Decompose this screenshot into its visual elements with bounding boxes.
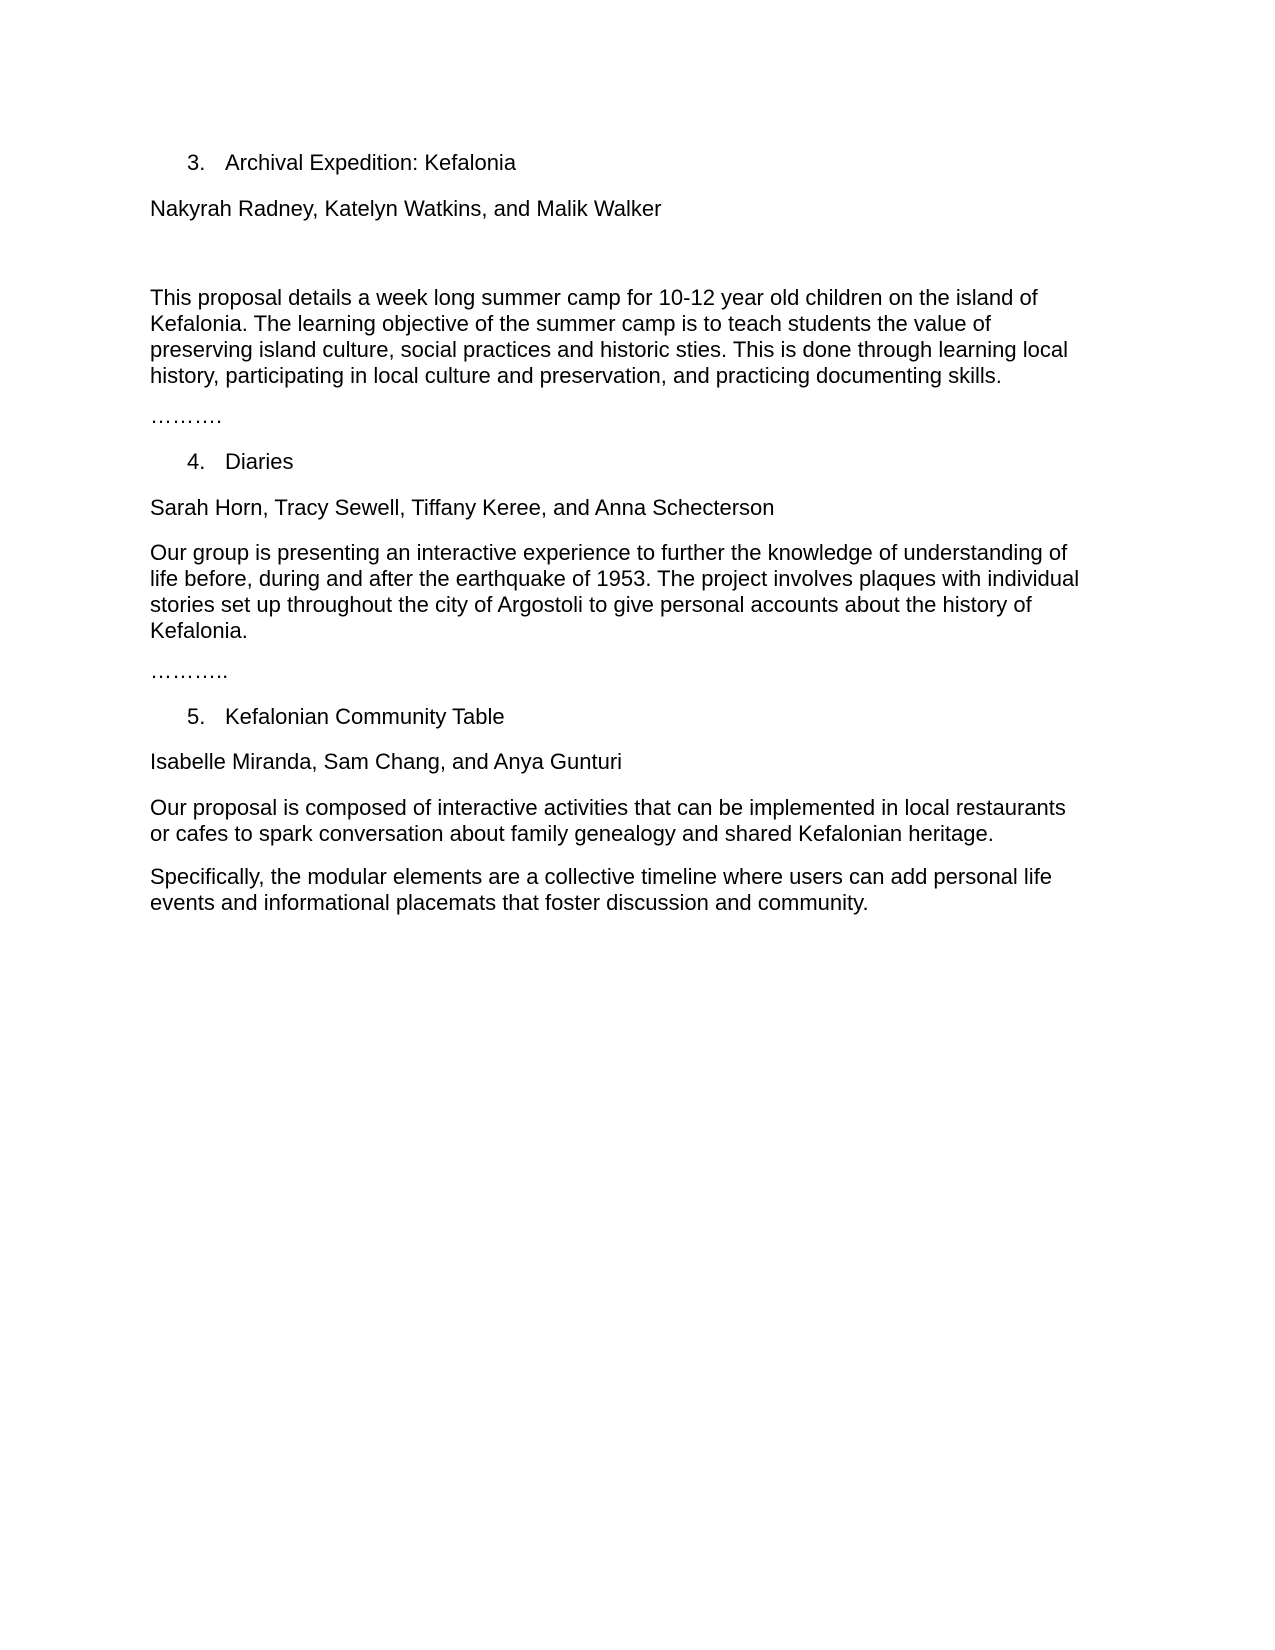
section-separator: ……….. [150, 658, 229, 683]
paragraph-line: Our group is presenting an interactive experience to further the knowledge of understanding of [150, 540, 1068, 565]
section-authors: Nakyrah Radney, Katelyn Watkins, and Malik Walker [150, 196, 662, 221]
paragraph-line: This proposal details a week long summer camp for 10-12 year old children on the island of [150, 285, 1038, 310]
section-paragraph [150, 285, 1135, 389]
paragraph-line: or cafes to spark conversation about family genealogy and shared Kefalonian heritage. [150, 821, 994, 846]
section-heading [187, 449, 293, 475]
section-authors: Isabelle Miranda, Sam Chang, and Anya Gunturi [150, 749, 623, 774]
section-paragraph [150, 795, 1135, 847]
section-heading [187, 150, 516, 176]
section-separator: ………. [150, 403, 223, 428]
section-authors: Sarah Horn, Tracy Sewell, Tiffany Keree, and Anna Schecterson [150, 495, 775, 520]
paragraph-line: Kefalonia. [150, 618, 248, 643]
paragraph-line: events and informational placemats that foster discussion and community. [150, 890, 869, 915]
paragraph-line: Our proposal is composed of interactive activities that can be implemented in local restaurants [150, 795, 1066, 820]
section-paragraph [150, 540, 1135, 644]
section-number: 3. [187, 150, 206, 175]
section-title: Diaries [225, 449, 294, 474]
section-title: Archival Expedition: Kefalonia [225, 150, 517, 175]
section-number: 4. [187, 449, 206, 474]
section-paragraph [150, 864, 1135, 916]
paragraph-line: life before, during and after the earthquake of 1953. The project involves plaques with individual [150, 566, 1080, 591]
section-heading [187, 704, 505, 730]
paragraph-line: Kefalonia. The learning objective of the summer camp is to teach students the value of [150, 311, 991, 336]
paragraph-line: stories set up throughout the city of Argostoli to give personal accounts about the history of [150, 592, 1032, 617]
section-title: Kefalonian Community Table [225, 704, 505, 729]
paragraph-line: history, participating in local culture and preservation, and practicing documenting skills. [150, 363, 1002, 388]
section-number: 5. [187, 704, 206, 729]
paragraph-line: Specifically, the modular elements are a collective timeline where users can add personal life [150, 864, 1053, 889]
paragraph-line: preserving island culture, social practices and historic sties. This is done through learning local [150, 337, 1068, 362]
